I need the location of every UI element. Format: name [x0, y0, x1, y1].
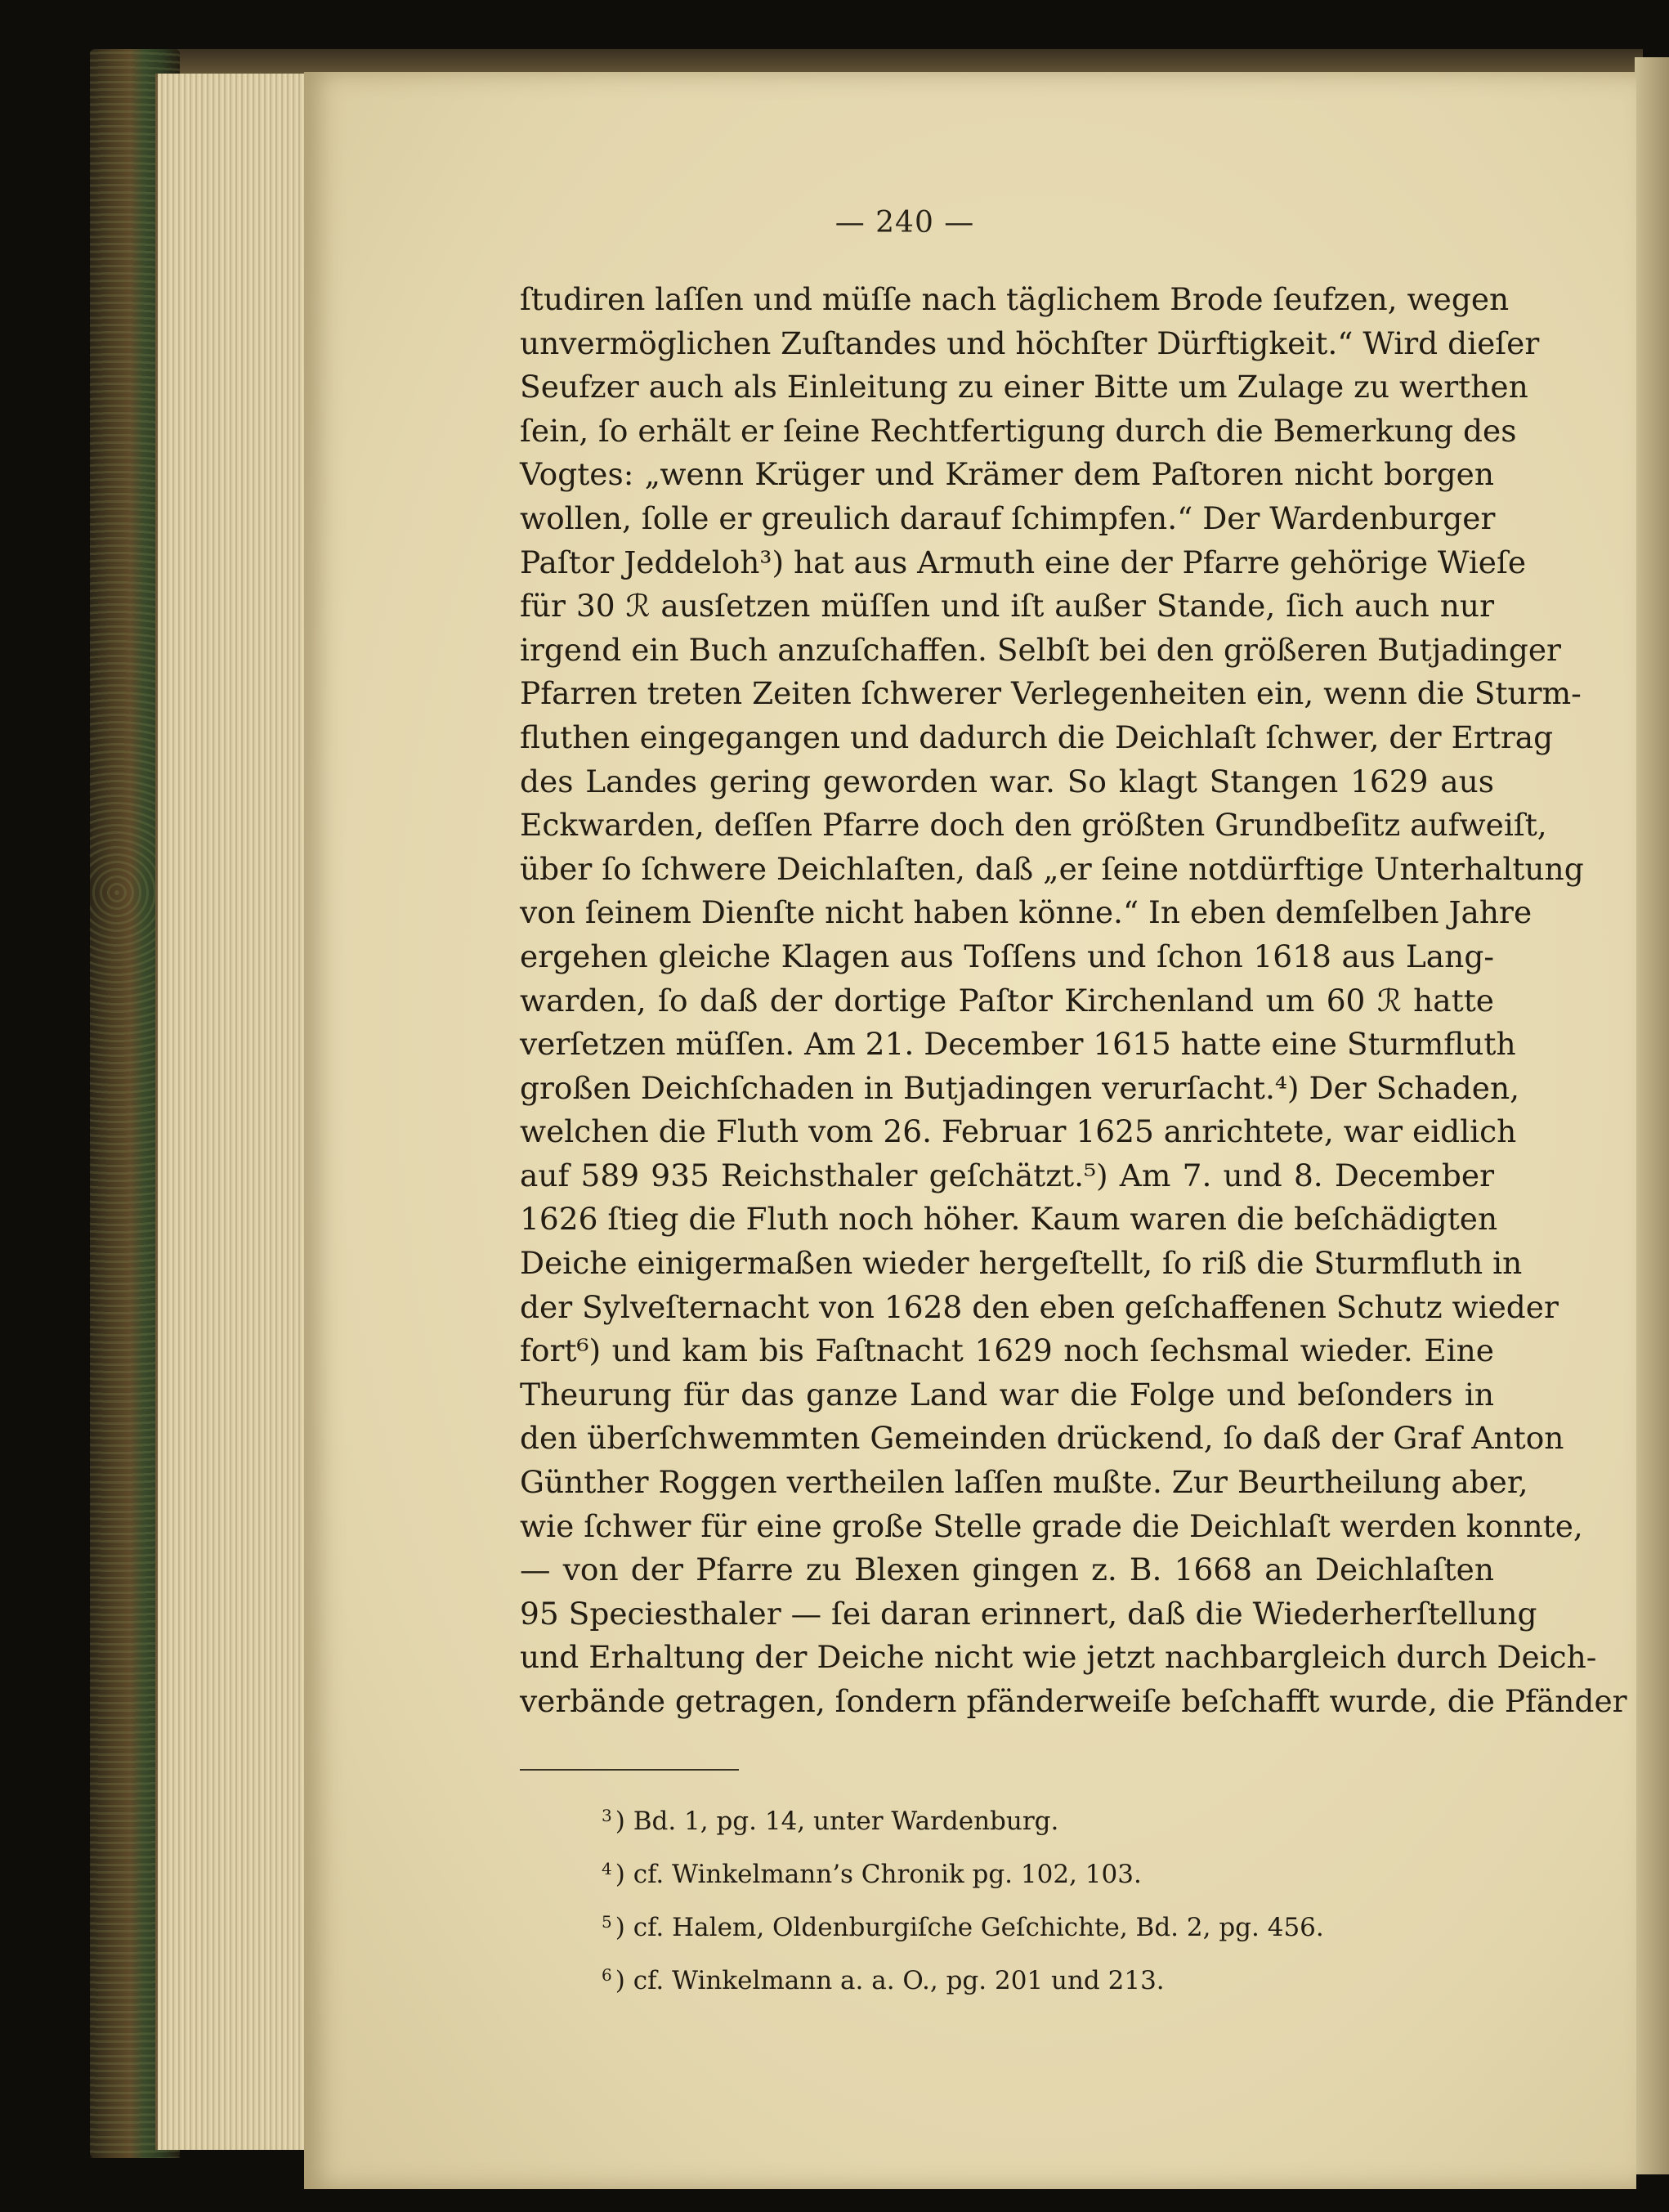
text-line: irgend ein Buch anzuſchaffen. Selbſt bei den größeren Butjadinger — [520, 631, 1561, 668]
text-line: Pfarren treten Zeiten ſchwerer Verlegenheiten ein, wenn die Sturm- — [520, 675, 1582, 712]
text-line: Paſtor Jeddeloh³) hat aus Armuth eine der Pfarre gehörige Wieſe — [520, 544, 1527, 580]
text-line: auf 589 935 Reichsthaler geſchätzt.⁵) Am 7. und 8. December — [520, 1157, 1494, 1193]
text-line: den überſchwemmten Gemeinden drückend, ſo daß der Graf Anton — [520, 1420, 1564, 1457]
text-line: — von der Pfarre zu Blexen gingen z. B. 1668 an Deichlaſten — [520, 1552, 1494, 1588]
footnote-mark-paren: ) — [615, 1807, 625, 1836]
text-line: verſetzen müſſen. Am 21. December 1615 hatte eine Sturmfluth — [520, 1026, 1516, 1063]
text-line: über ſo ſchwere Deichlaſten, daß „er ſeine notdürftige Unterhaltung — [520, 850, 1584, 887]
text-line: verbände getragen, ſondern pfänderweiſe beſchafft wurde, die Pfänder — [520, 1683, 1627, 1719]
book-right-edge — [1635, 57, 1669, 2174]
body-text — [520, 278, 1627, 1724]
footnote — [602, 1898, 1419, 1951]
footnote-text: cf. Winkelmann a. a. O., pg. 201 und 213. — [633, 1966, 1165, 1995]
text-line: fluthen eingegangen und dadurch die Deichlaſt ſchwer, der Ertrag — [520, 719, 1554, 755]
text-line: des Landes gering geworden war. So klagt Stangen 1629 aus — [520, 763, 1494, 799]
text-line: wie ſchwer für eine große Stelle grade die Deichlaſt werden konnte, — [520, 1507, 1583, 1544]
footnote-text: Bd. 1, pg. 14, unter Wardenburg. — [633, 1807, 1059, 1836]
footnote — [602, 1951, 1419, 2004]
footnote-mark-paren: ) — [615, 1966, 625, 1995]
text-line: unvermöglichen Zuſtandes und höchſter Dürftigkeit.“ Wird dieſer — [520, 325, 1540, 361]
text-line: und Erhaltung der Deiche nicht wie jetzt nachbargleich durch Deich- — [520, 1639, 1597, 1676]
text-line: warden, ſo daß der dortige Paſtor Kirchenland um 60 ℛ︎ hatte — [520, 982, 1494, 1019]
footnote — [602, 1845, 1419, 1898]
footnotes — [602, 1792, 1419, 2004]
text-line: 95 Speciesthaler — ſei daran erinnert, daß die Wiederherſtellung — [520, 1595, 1537, 1632]
footnote-text: cf. Halem, Oldenburgiſche Geſchichte, Bd. 2, pg. 456. — [633, 1913, 1324, 1942]
page-number: — 240 — — [834, 206, 975, 240]
footnote — [602, 1792, 1419, 1845]
text-line: Eckwarden, deſſen Pfarre doch den größten Grundbeſitz aufweiſt, — [520, 807, 1547, 844]
text-line: 1626 ſtieg die Fluth noch höher. Kaum waren die beſchädigten — [520, 1201, 1498, 1238]
text-line: für 30 ℛ︎ ausſetzen müſſen und iſt außer Stande, ſich auch nur — [520, 588, 1494, 625]
text-line: ſtudiren laſſen und müſſe nach täglichem Brode ſeufzen, wegen — [520, 281, 1510, 317]
text-line: großen Deichſchaden in Butjadingen verurſacht.⁴) Der Schaden, — [520, 1069, 1520, 1106]
footnote-text: cf. Winkelmann’s Chronik pg. 102, 103. — [633, 1860, 1142, 1889]
text-line: Deiche einigermaßen wieder hergeſtellt, ſo riß die Sturmfluth in — [520, 1245, 1523, 1282]
text-line: von ſeinem Dienſte nicht haben könne.“ In eben demſelben Jahre — [520, 894, 1533, 931]
footnote-mark: 3 — [602, 1806, 612, 1825]
text-line: wollen, ſolle er greulich darauf ſchimpfen.“ Der Wardenburger — [520, 499, 1496, 536]
text-line: Seufzer auch als Einleitung zu einer Bitte um Zulage zu werthen — [520, 369, 1528, 405]
text-line: Günther Roggen vertheilen laſſen mußte. Zur Beurtheilung aber, — [520, 1464, 1528, 1501]
text-line: Theurung für das ganze Land war die Folge und beſonders in — [520, 1376, 1494, 1413]
text-line: Vogtes: „wenn Krüger und Krämer dem Paſtoren nicht borgen — [520, 456, 1494, 493]
footnote-mark-paren: ) — [615, 1913, 625, 1942]
text-line: fort⁶) und kam bis Faſtnacht 1629 noch ſechsmal wieder. Eine — [520, 1332, 1494, 1369]
page-stack-edge — [155, 74, 309, 2150]
footnote-mark: 6 — [602, 1965, 612, 1985]
footnote-mark-paren: ) — [615, 1860, 625, 1889]
text-line: ſein, ſo erhält er ſeine Rechtfertigung durch die Bemerkung des — [520, 412, 1517, 449]
footnote-rule — [520, 1769, 739, 1771]
text-line: ergehen gleiche Klagen aus Toſſens und ſchon 1618 aus Lang- — [520, 938, 1494, 974]
footnote-mark: 4 — [602, 1859, 612, 1878]
text-line: der Sylveſternacht von 1628 den eben geſchaffenen Schutz wieder — [520, 1288, 1559, 1325]
footnote-mark: 5 — [602, 1912, 612, 1932]
text-line: welchen die Fluth vom 26. Februar 1625 anrichtete, war eidlich — [520, 1113, 1517, 1150]
